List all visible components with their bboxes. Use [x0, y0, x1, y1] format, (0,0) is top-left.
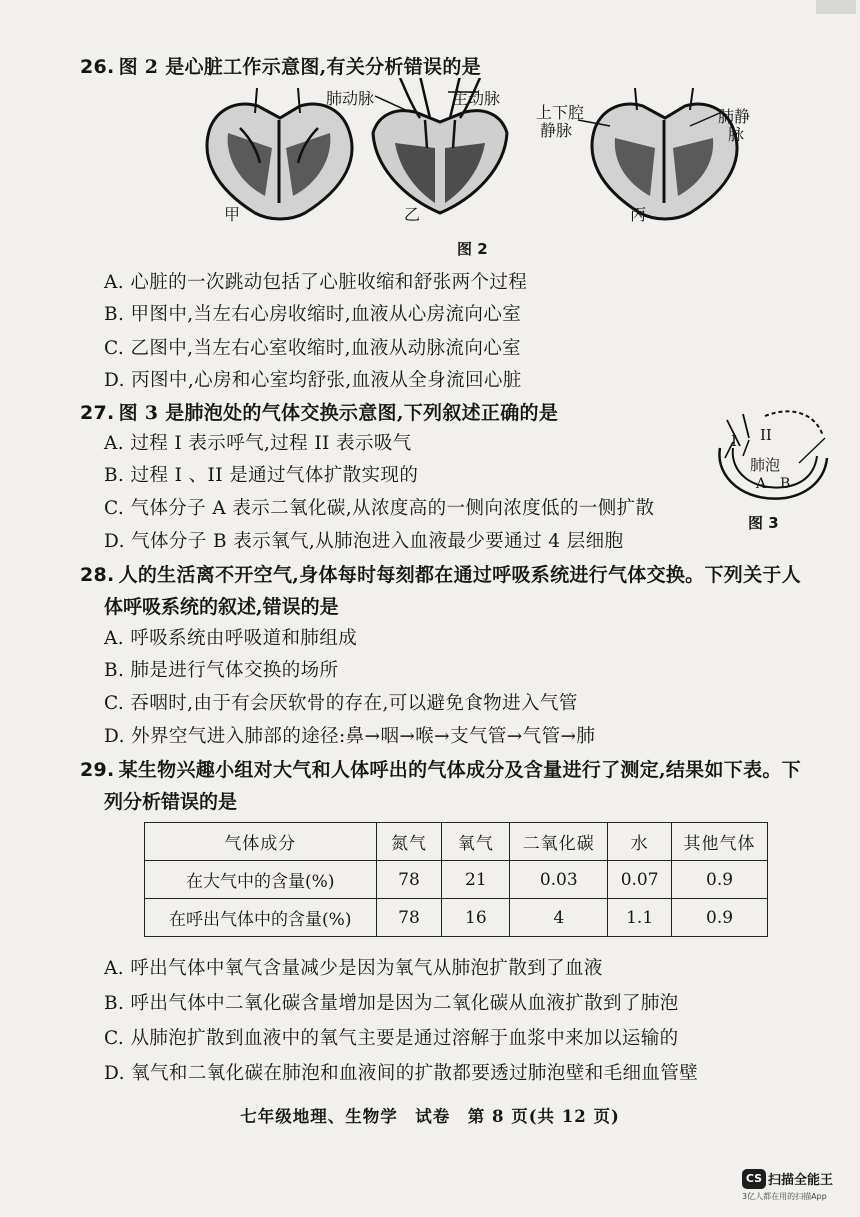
q27-stem-text: 图 3 是肺泡处的气体交换示意图,下列叙述正确的是 — [118, 402, 559, 424]
q26-number: 26. — [80, 56, 115, 78]
table-cell: 1.1 — [608, 899, 672, 937]
caption-bing: 丙 — [630, 205, 647, 224]
label-pulmonary-vein-line1: 肺静 — [718, 107, 751, 126]
q28-stem-line1: 人的生活离不开空气,身体每时每刻都在通过呼吸系统进行气体交换。下列关于人 — [118, 564, 801, 586]
table-cell: 0.07 — [608, 861, 672, 899]
table-row — [145, 861, 768, 899]
table-cell: 0.9 — [672, 899, 768, 937]
page-footer: 七年级地理、生物学 试卷 第 8 页(共 12 页) — [240, 1107, 620, 1126]
q29-option-b: B. 呼出气体中二氧化碳含量增加是因为二氧化碳从血液扩散到了肺泡 — [104, 993, 679, 1014]
q27-option-b: B. 过程 I 、II 是通过气体扩散实现的 — [104, 465, 419, 486]
table-cell: 0.03 — [510, 861, 608, 899]
scan-edge-mark — [816, 0, 856, 14]
table-header: 气体成分 — [145, 823, 377, 861]
table-cell: 0.9 — [672, 861, 768, 899]
q26-option-a: A. 心脏的一次跳动包括了心脏收缩和舒张两个过程 — [104, 272, 528, 293]
scanner-app-name: 扫描全能王 — [768, 1173, 834, 1188]
label-aorta: 主动脉 — [452, 89, 501, 108]
figure3-title: 图 3 — [748, 514, 779, 532]
label-pulmonary-artery: 肺动脉 — [326, 89, 375, 108]
q29-option-c: C. 从肺泡扩散到血液中的氧气主要是通过溶解于血浆中来加以运输的 — [104, 1028, 679, 1049]
label-process-2: II — [760, 426, 772, 444]
label-molecule-a: A — [756, 476, 767, 492]
q26-stem-text: 图 2 是心脏工作示意图,有关分析错误的是 — [118, 56, 481, 78]
table-cell: 在大气中的含量(%) — [145, 861, 377, 899]
table-header: 氧气 — [442, 823, 510, 861]
table-header: 二氧化碳 — [510, 823, 608, 861]
table-cell: 21 — [442, 861, 510, 899]
q29-option-d: D. 氧气和二氧化碳在肺泡和血液间的扩散都要透过肺泡壁和毛细血管壁 — [104, 1063, 699, 1084]
scanner-logo-icon: CS — [742, 1169, 766, 1189]
table-header-row — [145, 823, 768, 861]
label-pulmonary-vein-line2: 脉 — [728, 125, 745, 144]
scanner-watermark — [742, 1168, 842, 1202]
q26-option-c: C. 乙图中,当左右心室收缩时,血液从动脉流向心室 — [104, 338, 522, 359]
table-cell: 4 — [510, 899, 608, 937]
q27-option-c: C. 气体分子 A 表示二氧化碳,从浓度高的一侧向浓度低的一侧扩散 — [104, 498, 655, 519]
q27-number: 27. — [80, 402, 115, 424]
q29-number: 29. — [80, 759, 115, 781]
q28-option-c: C. 吞咽时,由于有会厌软骨的存在,可以避免食物进入气管 — [104, 693, 578, 714]
table-cell: 78 — [376, 899, 442, 937]
label-vena-cava-line2: 静脉 — [540, 121, 573, 140]
caption-yi: 乙 — [404, 205, 421, 224]
table-header: 其他气体 — [672, 823, 768, 861]
q28-stem — [80, 560, 801, 587]
q28-stem-line2: 体呼吸系统的叙述,错误的是 — [104, 596, 339, 618]
q26-option-b: B. 甲图中,当左右心房收缩时,血液从心房流向心室 — [104, 304, 522, 325]
caption-jia: 甲 — [224, 205, 241, 224]
table-cell: 在呼出气体中的含量(%) — [145, 899, 377, 937]
figure2-title: 图 2 — [457, 240, 488, 258]
table-header: 水 — [608, 823, 672, 861]
q29-stem — [80, 755, 801, 782]
q27-option-d: D. 气体分子 B 表示氧气,从肺泡进入血液最少要通过 4 层细胞 — [104, 531, 624, 552]
q29-stem-line1: 某生物兴趣小组对大气和人体呼出的气体成分及含量进行了测定,结果如下表。下 — [118, 759, 801, 781]
table-cell: 78 — [376, 861, 442, 899]
q28-option-a: A. 呼吸系统由呼吸道和肺组成 — [104, 628, 358, 649]
q29-stem-line2: 列分析错误的是 — [104, 791, 238, 813]
table-header: 氮气 — [376, 823, 442, 861]
scanner-slogan: 3亿人都在用的扫描App — [742, 1191, 827, 1201]
table-row — [145, 899, 768, 937]
q27-stem — [80, 398, 558, 425]
q26-stem — [80, 52, 481, 79]
heart-bing — [592, 88, 737, 219]
label-molecule-b: B — [780, 476, 791, 492]
q28-option-d: D. 外界空气进入肺部的途径:鼻→咽→喉→支气管→气管→肺 — [104, 726, 596, 747]
table-cell: 16 — [442, 899, 510, 937]
q28-option-b: B. 肺是进行气体交换的场所 — [104, 660, 339, 681]
label-vena-cava-line1: 上下腔 — [536, 103, 585, 122]
label-process-1: I — [731, 432, 737, 450]
q29-option-a: A. 呼出气体中氧气含量减少是因为氧气从肺泡扩散到了血液 — [104, 958, 603, 979]
gas-composition-table — [144, 822, 768, 937]
q28-number: 28. — [80, 564, 115, 586]
q27-option-a: A. 过程 I 表示呼气,过程 II 表示吸气 — [104, 433, 412, 454]
q26-option-d: D. 丙图中,心房和心室均舒张,血液从全身流回心脏 — [104, 370, 522, 391]
label-alveolus: 肺泡 — [750, 456, 781, 474]
alveolus-diagram-figure3 — [705, 398, 835, 508]
